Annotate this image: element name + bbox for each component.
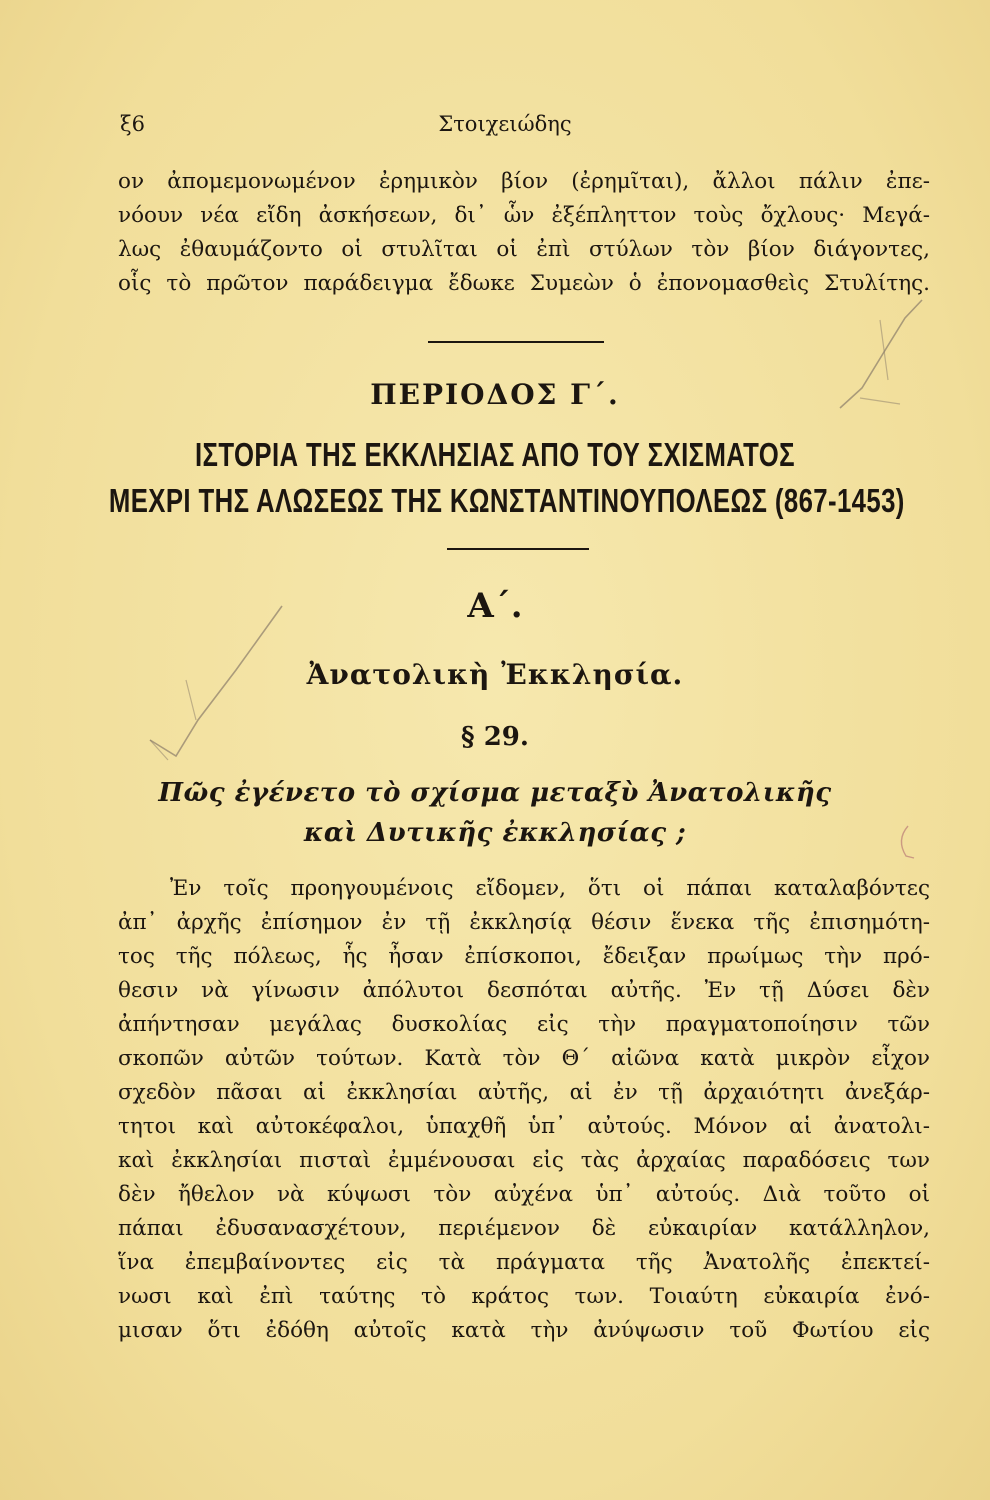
section-title: Ἀνατολικὴ Ἐκκλησία. [306,658,684,691]
intro-paragraph [118,165,930,301]
title-divider [447,548,589,550]
text-line: καὶ ἐκκλησίαι πισταὶ ἐμμένουσαι εἰς τὰς ἀρχαίας παραδόσεις των [118,1148,930,1173]
text-line: οἷς τὸ πρῶτον παράδειγμα ἔδωκε Συμεὼν ὁ ἐπονομασθεὶς Στυλίτης. [118,271,930,296]
period-heading: ΠΕΡΙΟΔΟΣ Γ΄. [370,378,620,411]
page-number: ξ6 [120,112,145,136]
text-line: ἀπήντησαν μεγάλας δυσκολίας εἰς τὴν πραγματοποίησιν τῶν [118,1012,930,1037]
section-letter: Α΄. [467,586,523,626]
text-line: Ἐν τοῖς προηγουμένοις εἴδομεν, ὅτι οἱ πάπαι καταλαβόντες [170,876,930,901]
text-line: νωσι καὶ ἐπὶ ταύτης τὸ κράτος των. Τοιαύτη εὐκαιρία ἐνό- [118,1284,930,1309]
period-title-line-2: ΜΕΧΡΙ ΤΗΣ ΑΛΩΣΕΩΣ ΤΗΣ ΚΩΝΣΤΑΝΤΙΝΟΥΠΟΛΕΩΣ (867-1453) [108,482,905,519]
body-paragraph [118,872,930,1348]
text-line: ἀπ᾿ ἀρχῆς ἐπίσημον ἐν τῇ ἐκκλησίᾳ θέσιν ἕνεκα τῆς ἐπισημότη- [118,910,930,935]
text-line: ον ἀπομεμονωμένον ἐρημικὸν βίον (ἐρημῖται), ἄλλοι πάλιν ἐπε- [118,169,930,194]
text-line: τος τῆς πόλεως, ἧς ἦσαν ἐπίσκοποι, ἔδειξαν πρωίμως τὴν πρό- [118,944,930,969]
page-header [120,112,890,142]
text-line: σκοπῶν αὐτῶν τούτων. Κατὰ τὸν Θ΄ αἰῶνα κατὰ μικρὸν εἶχον [118,1046,930,1071]
question-heading-line-1: Πῶς ἐγένετο τὸ σχίσμα μεταξὺ Ἀνατολικῆς [158,778,832,808]
text-line: πάπαι ἐδυσανασχέτουν, περιέμενον δὲ εὐκαιρίαν κατάλληλον, [118,1216,930,1241]
running-title: Στοιχειώδης [438,112,572,136]
text-line: μισαν ὅτι ἐδόθη αὐτοῖς κατὰ τὴν ἀνύψωσιν τοῦ Φωτίου εἰς [118,1318,930,1343]
text-line: σχεδὸν πᾶσαι αἱ ἐκκλησίαι αὐτῆς, αἱ ἐν τῇ ἀρχαιότητι ἀνεξάρ- [118,1080,930,1105]
text-line: δὲν ἤθελον νὰ κύψωσι τὸν αὐχένα ὑπ᾿ αὐτούς. Διὰ τοῦτο οἱ [118,1182,930,1207]
text-line: τητοι καὶ αὐτοκέφαλοι, ὑπαχθῆ ὑπ᾿ αὐτούς. Μόνον αἱ ἀνατολι- [118,1114,930,1139]
text-line: θεσιν νὰ γίνωσιν ἀπόλυτοι δεσπόται αὐτῆς. Ἐν τῇ Δύσει δὲν [118,978,930,1003]
text-line: λως ἐθαυμάζοντο οἱ στυλῖται οἱ ἐπὶ στύλων τὸν βίον διάγοντες, [118,237,930,262]
paragraph-number: § 29. [461,722,529,752]
text-line: νόουν νέα εἴδη ἀσκήσεων, δι᾿ ὧν ἐξέπληττον τοὺς ὄχλους· Μεγά- [118,203,930,228]
question-heading-line-2: καὶ Δυτικῆς ἐκκλησίας ; [303,818,687,848]
text-line: ἵνα ἐπεμβαίνοντες εἰς τὰ πράγματα τῆς Ἀνατολῆς ἐπεκτεί- [118,1250,930,1275]
section-divider [428,341,604,343]
period-title-line-1: ΙΣΤΟΡΙΑ ΤΗΣ ΕΚΚΛΗΣΙΑΣ ΑΠΟ ΤΟΥ ΣΧΙΣΜΑΤΟΣ [194,436,796,473]
